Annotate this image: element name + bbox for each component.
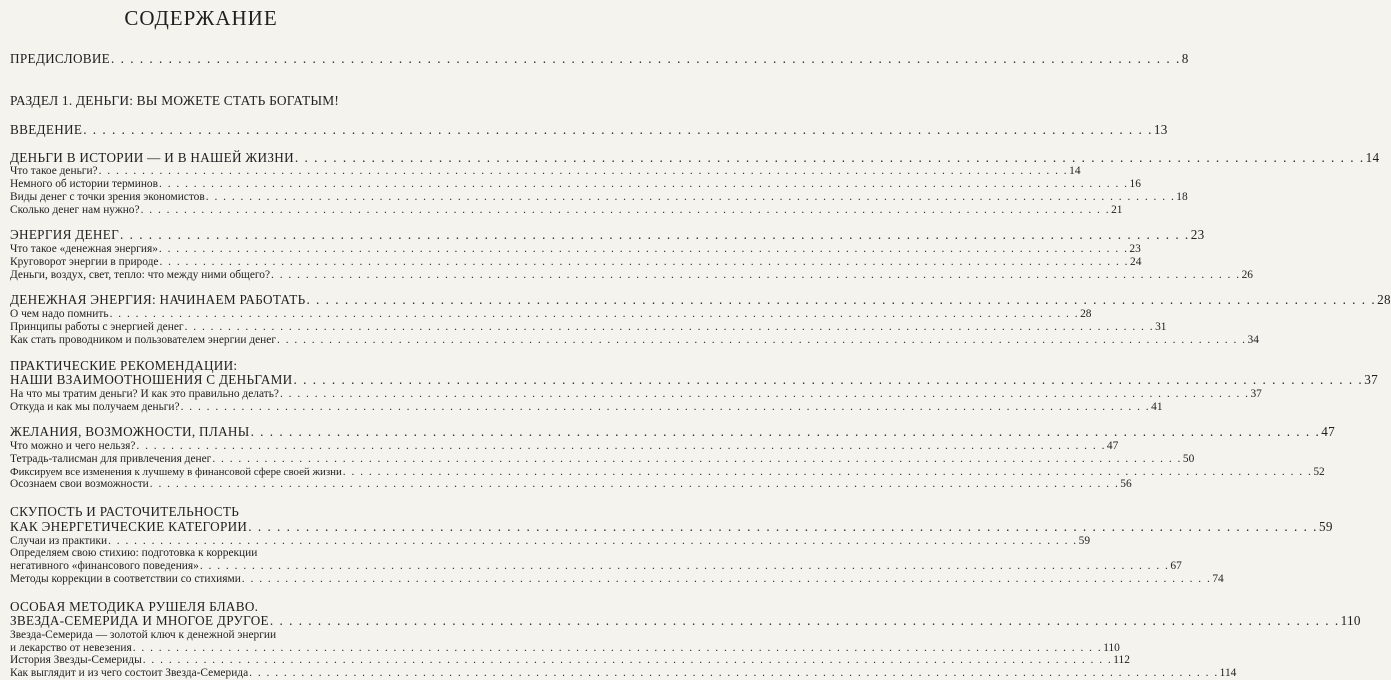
leader-dots [159, 178, 1129, 191]
leader-dots [120, 228, 1190, 243]
toc-entry[interactable] [10, 452, 1195, 466]
toc-entry[interactable] [10, 321, 1167, 334]
leader-dots [111, 52, 1181, 67]
leader-dots [110, 308, 1080, 321]
toc-entry-title-line1: Звезда-Семерида — золотой ключ к денежной энергии [10, 628, 277, 641]
toc-page-number: 112 [1113, 654, 1130, 667]
toc-page-number: 16 [1129, 178, 1141, 191]
toc-chapter-title-line2: КАК ЭНЕРГЕТИЧЕСКИЕ КАТЕГОРИИ [10, 518, 248, 534]
toc-page-number: 37 [1250, 387, 1262, 400]
toc-chapter-title: ЖЕЛАНИЯ, ВОЗМОЖНОСТИ, ПЛАНЫ [10, 424, 250, 440]
toc-page-number: 110 [1103, 641, 1120, 654]
toc-page-number: 47 [1106, 440, 1119, 453]
leader-dots [141, 204, 1111, 217]
toc-chapter[interactable] [10, 424, 1336, 440]
leader-dots [277, 334, 1247, 347]
toc-entry[interactable] [10, 268, 1253, 282]
toc-entry-title: Принципы работы с энергией денег [10, 321, 184, 334]
toc-entry-title: Случаи из практики [10, 534, 108, 547]
toc-page-number: 31 [1155, 321, 1167, 334]
toc-entry-title: Как выглядит и из чего состоит Звезда-Семерида [10, 667, 249, 680]
toc-page-number: 14 [1069, 165, 1081, 178]
toc-entry-title: О чем надо помнить [10, 308, 109, 321]
toc-chapter-title-line1: ОСОБАЯ МЕТОДИКА РУШЕЛЯ БЛАВО. [10, 598, 259, 614]
toc-entry-title: Фиксируем все изменения к лучшему в финансовой сфере своей жизни [10, 466, 342, 479]
toc-entry[interactable] [10, 243, 1141, 256]
toc-entry-title: Тетрадь-талисман для привлечения денег [10, 452, 212, 465]
toc-page-number: 37 [1364, 372, 1378, 388]
toc-chapter-title: ДЕНЬГИ В ИСТОРИИ — И В НАШЕЙ ЖИЗНИ [10, 149, 294, 165]
leader-dots [343, 466, 1313, 479]
toc-chapter-title-line1: СКУПОСТЬ И РАСТОЧИТЕЛЬНОСТЬ [10, 504, 240, 520]
toc-entry-title: Сколько денег нам нужно? [10, 203, 140, 216]
toc-chapter-title-line1: ПРАКТИЧЕСКИЕ РЕКОМЕНДАЦИИ: [10, 357, 238, 373]
toc-entry-title: Виды денег с точки зрения экономистов [10, 190, 205, 203]
toc-page-number: 67 [1170, 560, 1182, 573]
leader-dots [108, 535, 1078, 548]
toc-page-number: 59 [1078, 534, 1091, 547]
toc-chapter[interactable] [10, 227, 1205, 243]
toc-entry-title: Методы коррекции в соответствии со стихиями [10, 572, 241, 585]
toc-entry[interactable] [10, 641, 1120, 655]
toc-entry-intro[interactable] [10, 121, 1168, 138]
toc-entry-title: Как стать проводником и пользователем энергии денег [10, 333, 276, 346]
toc-entry[interactable] [10, 667, 1237, 680]
toc-entry-title: Что такое деньги? [10, 165, 98, 178]
toc-entry-preface[interactable] [10, 51, 1189, 67]
toc-page-number: 34 [1247, 333, 1259, 346]
toc-chapter[interactable] [10, 518, 1333, 535]
toc-page-number: 23 [1129, 243, 1141, 256]
toc-chapter[interactable] [10, 292, 1391, 308]
leader-dots [83, 123, 1153, 138]
toc-entry[interactable] [10, 308, 1092, 321]
leader-dots [294, 373, 1364, 388]
toc-entry[interactable] [10, 178, 1141, 191]
toc-page-number: 23 [1190, 227, 1205, 243]
toc-entry-title: Откуда и как мы получаем деньги? [10, 400, 180, 413]
leader-dots [306, 293, 1376, 308]
toc-entry[interactable] [10, 165, 1081, 178]
toc-entry[interactable] [10, 440, 1119, 453]
toc-entry-title: Что можно и чего нельзя? [10, 440, 136, 453]
leader-dots [133, 642, 1103, 655]
toc-page-number: 47 [1321, 424, 1336, 440]
leader-dots [271, 269, 1241, 282]
leader-dots [251, 425, 1321, 440]
toc-entry[interactable] [10, 534, 1091, 548]
toc-page-number: 18 [1176, 190, 1188, 203]
toc-page-number: 59 [1318, 518, 1333, 534]
toc-page-number: 74 [1212, 572, 1224, 585]
toc-entry[interactable] [10, 465, 1325, 479]
toc-page-number: 52 [1313, 465, 1325, 478]
leader-dots [280, 388, 1250, 401]
leader-dots [99, 165, 1069, 178]
toc-entry[interactable] [10, 654, 1130, 667]
toc-entry[interactable] [10, 255, 1142, 269]
toc-page-number: 114 [1219, 667, 1237, 680]
leader-dots [150, 478, 1120, 491]
toc-chapter[interactable] [10, 613, 1361, 629]
toc-entry-title-line2: и лекарство от невезения [10, 641, 132, 654]
leader-dots [159, 243, 1129, 256]
leader-dots [136, 440, 1106, 453]
toc-page-number: 24 [1130, 255, 1142, 268]
toc-chapter-title-line2: ЗВЕЗДА-СЕМЕРИДА И МНОГОЕ ДРУГОЕ [10, 613, 269, 629]
section-heading: РАЗДЕЛ 1. ДЕНЬГИ: ВЫ МОЖЕТЕ СТАТЬ БОГАТЫМ! [10, 92, 339, 108]
toc-page-number: 8 [1181, 51, 1189, 66]
leader-dots [143, 654, 1113, 667]
leader-dots [270, 614, 1340, 629]
toc-page-number: 21 [1111, 203, 1123, 216]
leader-dots [206, 191, 1176, 204]
leader-dots [200, 560, 1170, 573]
toc-entry-title: Немного об истории терминов [10, 178, 158, 191]
leader-dots [248, 520, 1318, 535]
toc-page-number: 110 [1340, 613, 1361, 629]
toc-chapter-title-line2: НАШИ ВЗАИМООТНОШЕНИЯ С ДЕНЬГАМИ [10, 372, 293, 388]
toc-page-number: 56 [1120, 478, 1132, 491]
toc-entry-title-line1: Определяем свою стихию: подготовка к коррекции [10, 547, 258, 560]
leader-dots [159, 256, 1129, 269]
leader-dots [242, 573, 1212, 586]
toc-chapter[interactable] [10, 372, 1378, 388]
toc-entry[interactable] [10, 572, 1224, 586]
toc-entry-title: Осознаем свои возможности [10, 478, 149, 491]
toc-entry[interactable] [10, 333, 1259, 347]
toc-entry-title: ВВЕДЕНИЕ [10, 121, 83, 137]
leader-dots [212, 453, 1182, 466]
leader-dots [185, 321, 1155, 334]
toc-entry[interactable] [10, 478, 1132, 491]
toc-page-number: 41 [1151, 400, 1163, 413]
toc-entry[interactable] [10, 190, 1188, 204]
toc-entry-title: История Звезды-Семериды [10, 654, 142, 667]
leader-dots [295, 151, 1365, 166]
toc-entry-title: Круговорот энергии в природе [10, 255, 159, 268]
toc-page-number: 28 [1080, 308, 1092, 321]
toc-chapter[interactable] [10, 149, 1380, 166]
toc-page-number: 28 [1377, 292, 1391, 308]
toc-entry-title-line2: негативного «финансового поведения» [10, 560, 199, 573]
toc-entry-title: ПРЕДИСЛОВИЕ [10, 51, 111, 66]
toc-entry-title: На что мы тратим деньги? И как это правильно делать? [10, 387, 279, 400]
toc-entry[interactable] [10, 400, 1163, 414]
toc-entry-title: Деньги, воздух, свет, тепло: что между ними общего? [10, 268, 271, 281]
toc-entry[interactable] [10, 387, 1262, 401]
toc-page-number: 26 [1241, 268, 1253, 281]
toc-page-number: 13 [1153, 121, 1168, 137]
leader-dots [249, 667, 1219, 680]
leader-dots [181, 401, 1151, 414]
toc-chapter-title: ЭНЕРГИЯ ДЕНЕГ [10, 227, 120, 243]
page-title: СОДЕРЖАНИЕ [124, 6, 278, 30]
toc-entry-title: Что такое «денежная энергия» [10, 243, 158, 256]
toc-entry[interactable] [10, 203, 1123, 217]
toc-page-number: 50 [1182, 452, 1195, 465]
toc-page-number: 14 [1365, 149, 1380, 165]
toc-chapter-title: ДЕНЕЖНАЯ ЭНЕРГИЯ: НАЧИНАЕМ РАБОТАТЬ [10, 292, 306, 308]
toc-entry[interactable] [10, 560, 1182, 573]
